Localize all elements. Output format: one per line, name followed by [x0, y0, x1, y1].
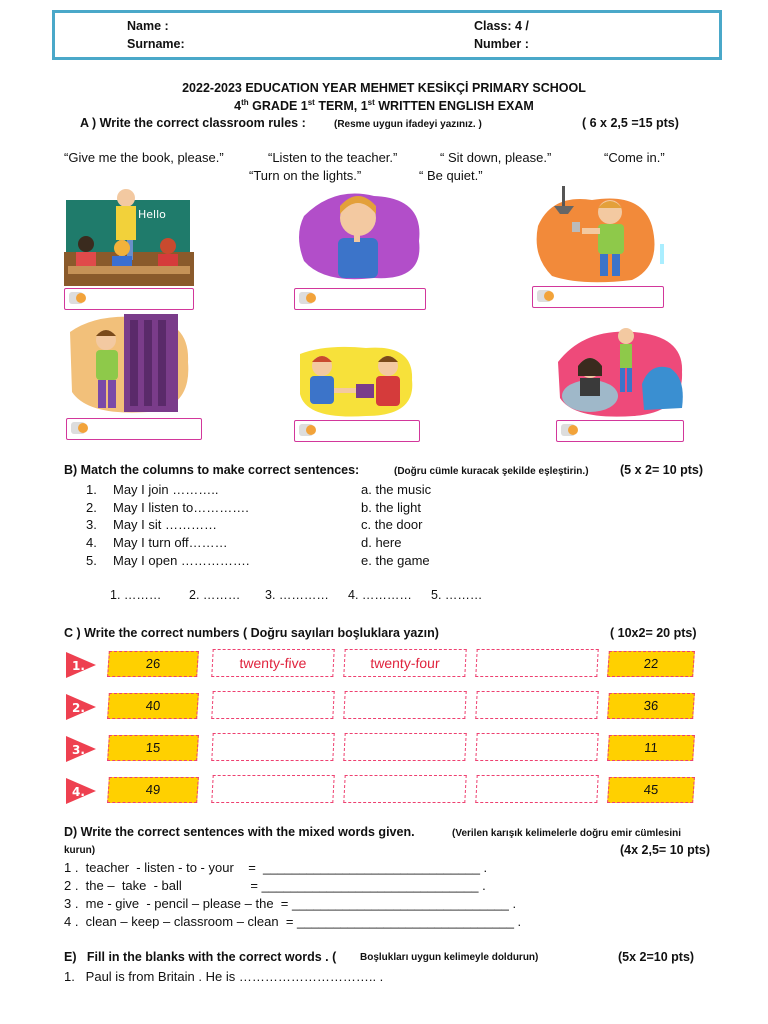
end-number-4: 45	[607, 777, 695, 803]
section-d-hint: (Verilen karışık kelimelerle doğru emir cümlesini	[452, 828, 681, 839]
fill-blank-1[interactable]: 1. Paul is from Britain . He is ………………………….. .	[64, 969, 384, 984]
word-box-4c[interactable]	[475, 775, 598, 803]
boy-door-picture	[68, 312, 192, 414]
match-left-5: 5. May I open …………….	[86, 553, 250, 568]
class-label: Class: 4 /	[474, 19, 529, 33]
match-left-3: 3. May I sit …………	[86, 517, 218, 532]
word-box-1a[interactable]: twenty-five	[211, 649, 334, 677]
girl-sitting-picture	[554, 322, 686, 418]
section-c-points: ( 10x2= 20 pts)	[610, 626, 697, 640]
match-right-c: c. the door	[361, 517, 423, 532]
section-d-hint-cont: kurun)	[64, 845, 96, 856]
word-box-4a[interactable]	[211, 775, 334, 803]
word-box-3b[interactable]	[343, 733, 466, 761]
answer-box-4[interactable]	[66, 418, 202, 440]
end-number-2: 36	[607, 693, 695, 719]
boy-light-picture	[532, 186, 664, 286]
word-box-1c[interactable]	[475, 649, 598, 677]
svg-text:Hello: Hello	[138, 208, 166, 221]
surname-label: Surname:	[127, 37, 185, 51]
answer-box-1[interactable]	[64, 288, 194, 310]
section-e-points: (5x 2=10 pts)	[618, 950, 695, 964]
section-a-heading: A ) Write the correct classroom rules :	[80, 116, 306, 130]
quote-be-quiet: “ Be quiet.”	[419, 168, 483, 183]
word-box-2b[interactable]	[343, 691, 466, 719]
mixed-sentence-2[interactable]: 2 . the – take - ball = ______________________________ .	[64, 878, 486, 893]
word-box-3a[interactable]	[211, 733, 334, 761]
start-number-2: 40	[107, 693, 199, 719]
answer-box-2[interactable]	[294, 288, 426, 310]
school-title: 2022-2023 EDUCATION YEAR MEHMET KESİKÇİ PRIMARY SCHOOL	[182, 81, 586, 95]
section-b-points: (5 x 2= 10 pts)	[620, 463, 704, 477]
match-answer-1[interactable]: 1. ………	[110, 588, 162, 602]
boys-book-picture	[296, 344, 416, 418]
end-number-1: 22	[607, 651, 695, 677]
start-number-3: 15	[107, 735, 199, 761]
word-box-2c[interactable]	[475, 691, 598, 719]
student-info-box	[52, 10, 722, 60]
section-c-heading: C ) Write the correct numbers ( Doğru sayıları boşluklara yazın)	[64, 626, 439, 640]
end-number-3: 11	[607, 735, 695, 761]
answer-box-5[interactable]	[294, 420, 420, 442]
section-a-points: ( 6 x 2,5 =15 pts)	[582, 116, 679, 130]
quote-turn-on-lights: “Turn on the lights.”	[249, 168, 362, 183]
match-left-4: 4. May I turn off………	[86, 535, 228, 550]
pencil-icon	[69, 292, 83, 304]
start-number-1: 26	[107, 651, 199, 677]
match-answer-3[interactable]: 3. …………	[265, 588, 329, 602]
exam-title: 4th GRADE 1st TERM, 1st WRITTEN ENGLISH EXAM	[234, 98, 534, 114]
pencil-icon	[299, 292, 313, 304]
row-marker-3	[62, 734, 98, 764]
match-left-1: 1. May I join ………..	[86, 482, 219, 497]
mixed-sentence-1[interactable]: 1 . teacher - listen - to - your = ______________________________ .	[64, 860, 488, 875]
row-marker-4	[62, 776, 98, 806]
name-label: Name :	[127, 19, 169, 33]
match-right-a: a. the music	[361, 482, 432, 497]
section-e-heading: E) Fill in the blanks with the correct words . (	[64, 950, 337, 964]
section-d-heading: D) Write the correct sentences with the mixed words given.	[64, 825, 415, 839]
match-right-b: b. the light	[361, 500, 421, 515]
girl-quiet-picture	[294, 186, 426, 286]
match-answer-4[interactable]: 4. …………	[348, 588, 412, 602]
section-b-hint: (Doğru cümle kuracak şekilde eşleştirin.)	[394, 466, 589, 477]
match-answer-5[interactable]: 5. ………	[431, 588, 483, 602]
svg-text:2.: 2.	[72, 701, 85, 715]
classroom-teacher-picture	[64, 186, 194, 286]
answer-box-3[interactable]	[532, 286, 664, 308]
svg-text:1.: 1.	[72, 659, 85, 673]
match-right-e: e. the game	[361, 553, 430, 568]
quote-come-in: “Come in.”	[604, 150, 665, 165]
match-left-2: 2. May I listen to………….	[86, 500, 249, 515]
mixed-sentence-3[interactable]: 3 . me - give - pencil – please – the = ______________________________ .	[64, 896, 517, 911]
section-d-points: (4x 2,5= 10 pts)	[620, 843, 710, 857]
start-number-4: 49	[107, 777, 199, 803]
quote-sit-down: “ Sit down, please.”	[440, 150, 552, 165]
match-right-d: d. here	[361, 535, 402, 550]
section-e-hint: Boşlukları uygun kelimeyle doldurun)	[360, 952, 539, 963]
row-marker-2	[62, 692, 98, 722]
word-box-3c[interactable]	[475, 733, 598, 761]
word-box-4b[interactable]	[343, 775, 466, 803]
word-box-2a[interactable]	[211, 691, 334, 719]
svg-text:4.: 4.	[72, 785, 85, 799]
pencil-icon	[299, 424, 313, 436]
match-answer-2[interactable]: 2. ………	[189, 588, 241, 602]
quote-listen-teacher: “Listen to the teacher.”	[268, 150, 398, 165]
pencil-icon	[71, 422, 85, 434]
word-box-1b[interactable]: twenty-four	[343, 649, 466, 677]
mixed-sentence-4[interactable]: 4 . clean – keep – classroom – clean = ______________________________ .	[64, 914, 522, 929]
pencil-icon	[537, 290, 551, 302]
svg-text:3.: 3.	[72, 743, 85, 757]
number-label: Number :	[474, 37, 529, 51]
row-marker-1	[62, 650, 98, 680]
section-a-hint: (Resme uygun ifadeyi yazınız. )	[334, 119, 482, 130]
section-b-heading: B) Match the columns to make correct sentences:	[64, 463, 360, 477]
quote-give-book: “Give me the book, please.”	[64, 150, 224, 165]
answer-box-6[interactable]	[556, 420, 684, 442]
pencil-icon	[561, 424, 575, 436]
